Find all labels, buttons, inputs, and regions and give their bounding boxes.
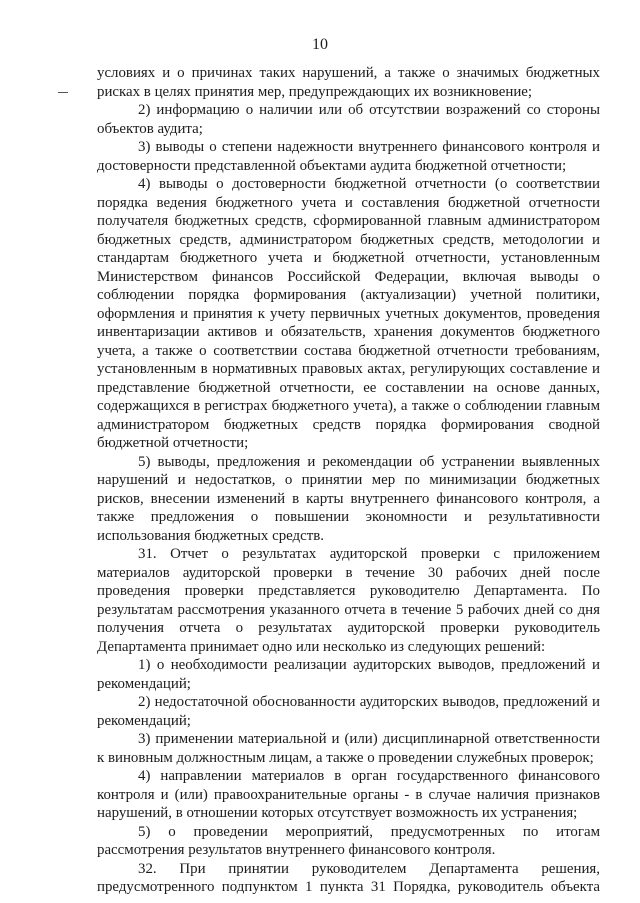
paragraph: 3) выводы о степени надежности внутреннего финансового контроля и достоверности представленной объектами аудита бюджетной отчетности; bbox=[97, 139, 600, 174]
paragraph: 3) применении материальной и (или) дисциплинарной ответственности к виновным должностным лицам, а также о проведении служебных проверок; bbox=[97, 731, 600, 766]
paragraph: 5) о проведении мероприятий, предусмотренных по итогам рассмотрения результатов внутреннего финансового контроля. bbox=[97, 823, 600, 858]
paragraph: 2) информацию о наличии или об отсутствии возражений со стороны объектов аудита; bbox=[97, 102, 600, 137]
paragraph: 5) выводы, предложения и рекомендации об устранении выявленных нарушений и недостатков, о принятии мер по минимизации бюджетных рисков, внесении изменений в карты внутреннего финансового контроля, а также предложения о повышении экономности и результативности использования бюджетных средств. bbox=[97, 453, 600, 544]
scan-artifact-mark bbox=[58, 92, 68, 93]
document-body bbox=[97, 64, 600, 897]
paragraph: 1) о необходимости реализации аудиторских выводов, предложений и рекомендаций; bbox=[97, 657, 600, 692]
paragraph: 32. При принятии руководителем Департамента решения, предусмотренного подпунктом 1 пункта 31 Порядка, руководитель объекта bbox=[97, 860, 600, 895]
page-number: 10 bbox=[312, 36, 328, 53]
paragraph: 31. Отчет о результатах аудиторской проверки с приложением материалов аудиторской проверки в течение 30 рабочих дней после проведения проверки представляется руководителю Департамента. По результатам рассмотрения указанного отчета в течение 5 рабочих дней со дня получения отчета о результатах аудиторской проверки руководитель Департамента принимает одно или несколько из следующих решений: bbox=[97, 546, 600, 655]
paragraph: 4) направлении материалов в орган государственного финансового контроля и (или) правоохранительные органы - в случае наличия признаков нарушений, в отношении которых отсутствует возможность их устранения; bbox=[97, 768, 600, 821]
paragraph: 4) выводы о достоверности бюджетной отчетности (о соответствии порядка ведения бюджетного учета и составления бюджетной отчетности получателя бюджетных средств, сформированной главным администратором бюджетных средств, администратором бюджетных средств, методологии и стандартам бюджетного учета и бюджетной отчетности, установленным Министерством финансов Российской Федерации, включая выводы о соблюдении порядка формирования (актуализации) учетной политики, оформления и принятия к учету первичных учетных документов, проведения инвентаризации активов и обязательств, хранения документов бюджетного учета, а также о соответствии состава бюджетной отчетности требованиям, установленным в нормативных правовых актах, регулирующих составление и представление бюджетной отчетности, ее составлении на основе данных, содержащихся в регистрах бюджетного учета), а также о соблюдении главным администратором бюджетных средств порядка формирования сводной бюджетной отчетности; bbox=[97, 176, 600, 451]
paragraph: 2) недостаточной обоснованности аудиторских выводов, предложений и рекомендаций; bbox=[97, 694, 600, 729]
paragraph: условиях и о причинах таких нарушений, а также о значимых бюджетных рисках в целях принятия мер, предупреждающих их возникновение; bbox=[97, 65, 600, 100]
